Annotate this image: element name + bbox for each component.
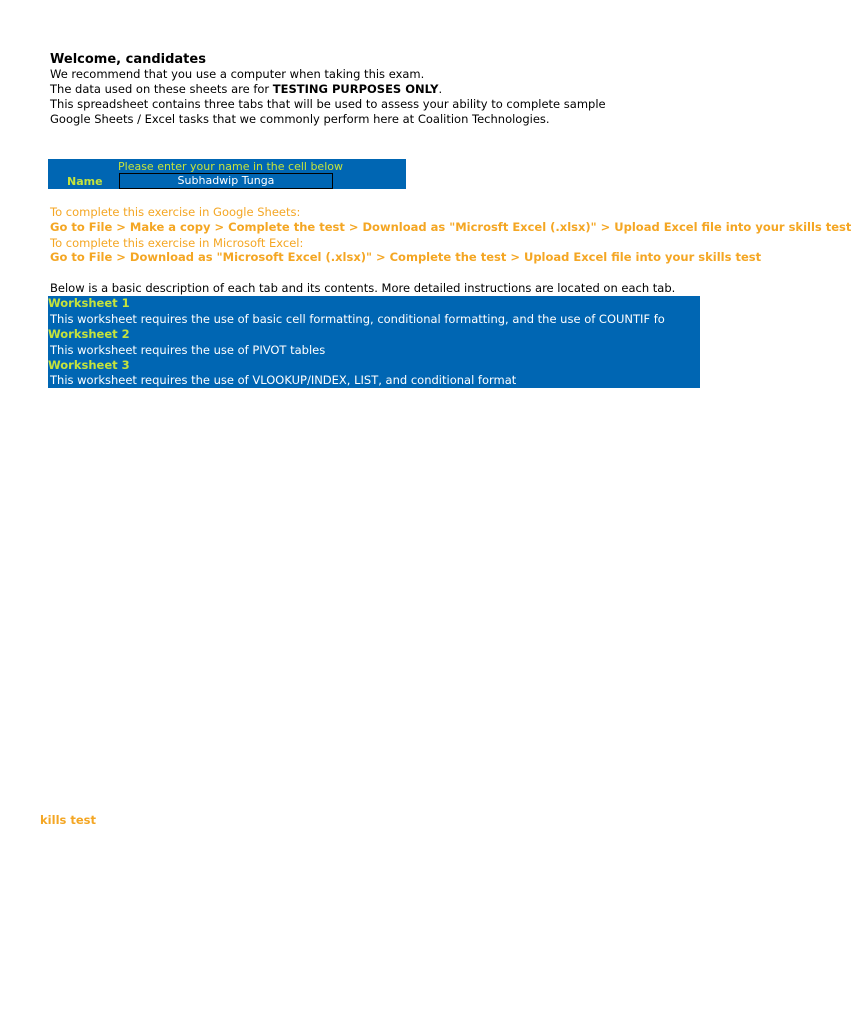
intro-line-2-suffix: . — [438, 82, 443, 96]
excel-steps: Go to File > Download as "Microsoft Excel (.xlsx)" > Complete the test > Upload Excel file into your skills test — [50, 250, 762, 264]
name-label: Name — [67, 175, 103, 188]
name-entry-box — [48, 159, 406, 189]
page-title: Welcome, candidates — [50, 52, 206, 67]
google-sheets-heading: To complete this exercise in Google Sheets: — [50, 205, 301, 219]
overflow-fragment-text: kills test — [40, 813, 96, 827]
worksheet-3-name: Worksheet 3 — [48, 358, 130, 372]
google-sheets-steps: Go to File > Make a copy > Complete the test > Download as "Microsft Excel (.xlsx)" > Upload Excel file into your skills test — [50, 220, 851, 234]
intro-line-4: Google Sheets / Excel tasks that we commonly perform here at Coalition Technologies. — [50, 112, 550, 126]
intro-line-1: We recommend that you use a computer when taking this exam. — [50, 67, 425, 81]
overflow-text-fragment — [40, 813, 96, 828]
worksheet-2-name: Worksheet 2 — [48, 327, 130, 341]
worksheet-1-name: Worksheet 1 — [48, 296, 130, 310]
excel-heading: To complete this exercise in Microsoft Excel: — [50, 236, 304, 250]
intro-line-2 — [50, 82, 442, 97]
name-input-cell[interactable] — [119, 173, 333, 189]
testing-purposes-text: TESTING PURPOSES ONLY — [272, 82, 439, 96]
worksheet-descriptions-box — [48, 296, 700, 388]
description-intro: Below is a basic description of each tab and its contents. More detailed instructions are located on each tab. — [50, 281, 676, 295]
intro-line-2-prefix: The data used on these sheets are for — [50, 82, 273, 96]
name-prompt: Please enter your name in the cell below — [118, 160, 343, 173]
intro-line-3: This spreadsheet contains three tabs that will be used to assess your ability to complete sample — [50, 97, 606, 111]
worksheet-2-description: This worksheet requires the use of PIVOT tables — [50, 343, 326, 357]
worksheet-1-description: This worksheet requires the use of basic cell formatting, conditional formatting, and the use of COUNTIF fo — [50, 312, 665, 326]
worksheet-3-description: This worksheet requires the use of VLOOKUP/INDEX, LIST, and conditional format — [50, 373, 517, 387]
